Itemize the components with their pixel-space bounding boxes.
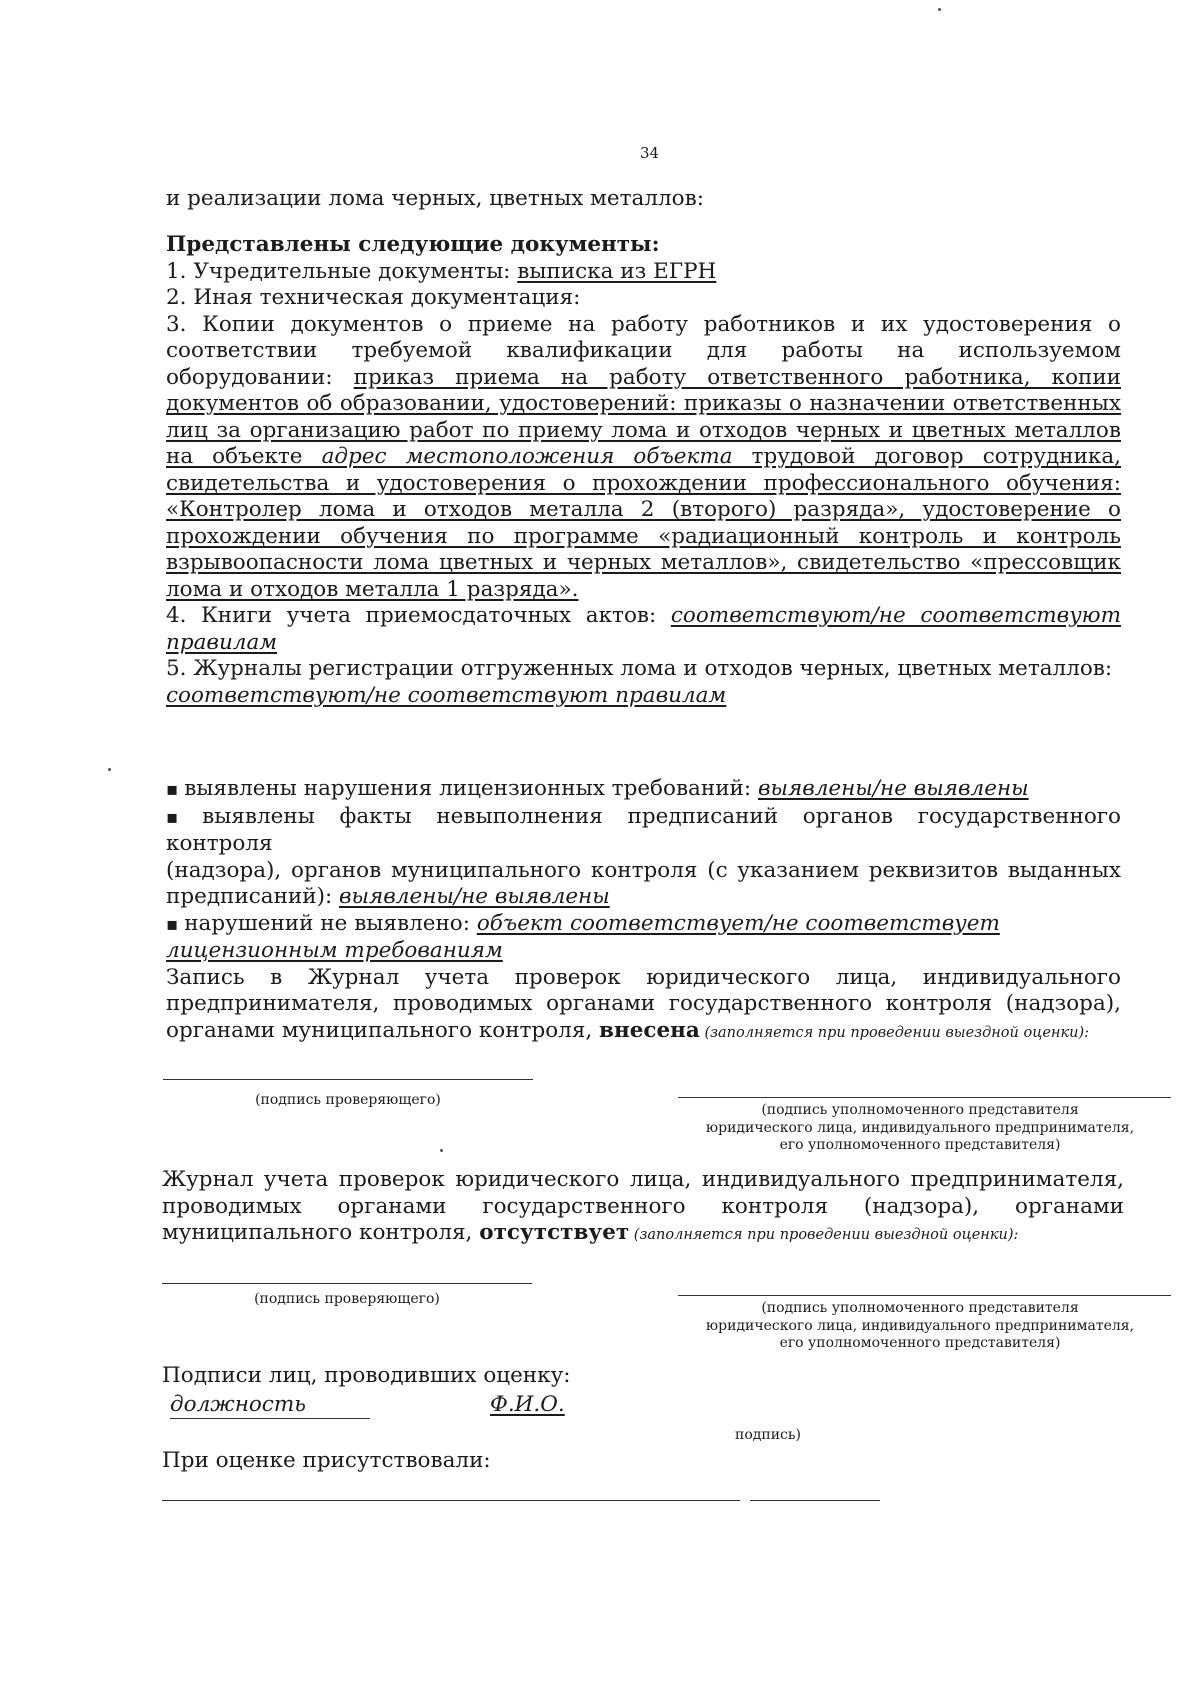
scan-speck	[938, 8, 941, 11]
present-line-signature	[750, 1500, 880, 1501]
bullet-2-line-2: (надзора), органов муниципального контроля (с указанием реквизитов выданных	[166, 857, 1121, 883]
documents-section	[166, 232, 1121, 709]
inspector-caption-1: (подпись проверяющего)	[255, 1092, 441, 1108]
item-3-line-10: взрывоопасности лома цветных и черных металлов», свидетельство «прессовщик	[166, 550, 1121, 575]
present-line-name	[162, 1500, 740, 1501]
position-label: должность	[170, 1392, 370, 1419]
intro-line: и реализации лома черных, цветных металлов:	[166, 186, 704, 211]
item-2: 2. Иная техническая документация:	[166, 285, 581, 310]
representative-signature-line-1	[678, 1097, 1171, 1098]
documents-heading: Представлены следующие документы:	[166, 232, 660, 257]
item-3-line-7: свидетельства и удостоверения о прохождении профессионального обучения:	[166, 470, 1121, 496]
item-4-line-1: 4. Книги учета приемосдаточных актов: соответствуют/не соответствуют	[166, 603, 1121, 628]
item-3-line-5: лиц за организацию работ по приему лома и отходов черных и цветных металлов	[166, 417, 1121, 443]
journal-absent-line-2: проводимых органами государственного контроля (надзора), органами	[162, 1193, 1124, 1219]
item-1: 1. Учредительные документы: выписка из ЕГРН	[166, 258, 717, 284]
journal-absent-line-3: муниципального контроля, отсутствует (заполняется при проведении выездной оценки):	[162, 1220, 1019, 1245]
findings-section	[166, 776, 1121, 1046]
item-3-line-6: на объекте адрес местоположения объекта трудовой договор сотрудника,	[166, 444, 1122, 469]
journal-entry-line-2: предпринимателя, проводимых органами государственного контроля (надзора),	[166, 991, 1121, 1016]
journal-entry-line-1: Запись в Журнал учета проверок юридического лица, индивидуального	[166, 964, 1121, 990]
bullet-2-line-1: ▪ выявлены факты невыполнения предписаний органов государственного контроля	[166, 804, 1121, 858]
item-5-line-2: соответствуют/не соответствуют правилам	[166, 682, 727, 708]
fio-label: Ф.И.О.	[490, 1392, 565, 1417]
item-3-line-1: 3. Копии документов о приеме на работу работников и их удостоверения о	[166, 311, 1121, 337]
item-3-line-8: «Контролер лома и отходов металла 2 (второго) разряда», удостоверение о	[166, 497, 1121, 522]
page-number: 34	[640, 144, 660, 162]
item-5-line-1: 5. Журналы регистрации отгруженных лома и отходов черных, цветных металлов:	[166, 656, 1113, 681]
bullet-1: ▪ выявлены нарушения лицензионных требований: выявлены/не выявлены	[166, 776, 1121, 804]
representative-caption-1: (подпись уполномоченного представителя юридического лица, индивидуального предпринимателя, его уполномоченного представителя)	[705, 1102, 1135, 1153]
item-3-line-3: оборудовании: приказ приема на работу ответственного работника, копии	[166, 364, 1121, 390]
item-3-line-2: соответствии требуемой квалификации для работы на используемом	[166, 338, 1121, 363]
present-heading: При оценке присутствовали:	[162, 1448, 491, 1473]
item-3-line-9: прохождении обучения по программе «радиационный контроль и контроль	[166, 523, 1121, 549]
inspector-signature-line-1	[163, 1079, 533, 1080]
representative-caption-2: (подпись уполномоченного представителя юридического лица, индивидуального предпринимателя, его уполномоченного представителя)	[705, 1300, 1135, 1351]
bullet-2-line-3: предписаний): выявлены/не выявлены	[166, 884, 610, 909]
intro-block	[166, 186, 1121, 213]
journal-absent-line-1: Журнал учета проверок юридического лица, индивидуального предпринимателя,	[162, 1167, 1124, 1192]
inspector-signature-line-2	[162, 1283, 532, 1284]
scan-speck	[108, 768, 111, 771]
journal-entry-line-3: органами муниципального контроля, внесена (заполняется при проведении выездной оценки):	[166, 1017, 1090, 1043]
signature-label: подпись)	[735, 1427, 801, 1443]
scan-speck	[440, 1149, 443, 1152]
bullet-3-line-2: лицензионным требованиям	[166, 938, 503, 963]
inspector-caption-2: (подпись проверяющего)	[254, 1291, 440, 1307]
journal-absent-section	[162, 1167, 1124, 1249]
item-3-line-11: лома и отходов металла 1 разряда».	[166, 576, 579, 602]
item-4-line-2: правилам	[166, 629, 278, 655]
signatures-heading: Подписи лиц, проводивших оценку:	[162, 1363, 571, 1388]
representative-signature-line-2	[678, 1295, 1171, 1296]
item-3-line-4: документов об образовании, удостоверений: приказы о назначении ответственных	[166, 391, 1121, 416]
bullet-3-line-1: ▪ нарушений не выявлено: объект соответствует/не соответствует	[166, 911, 1121, 939]
